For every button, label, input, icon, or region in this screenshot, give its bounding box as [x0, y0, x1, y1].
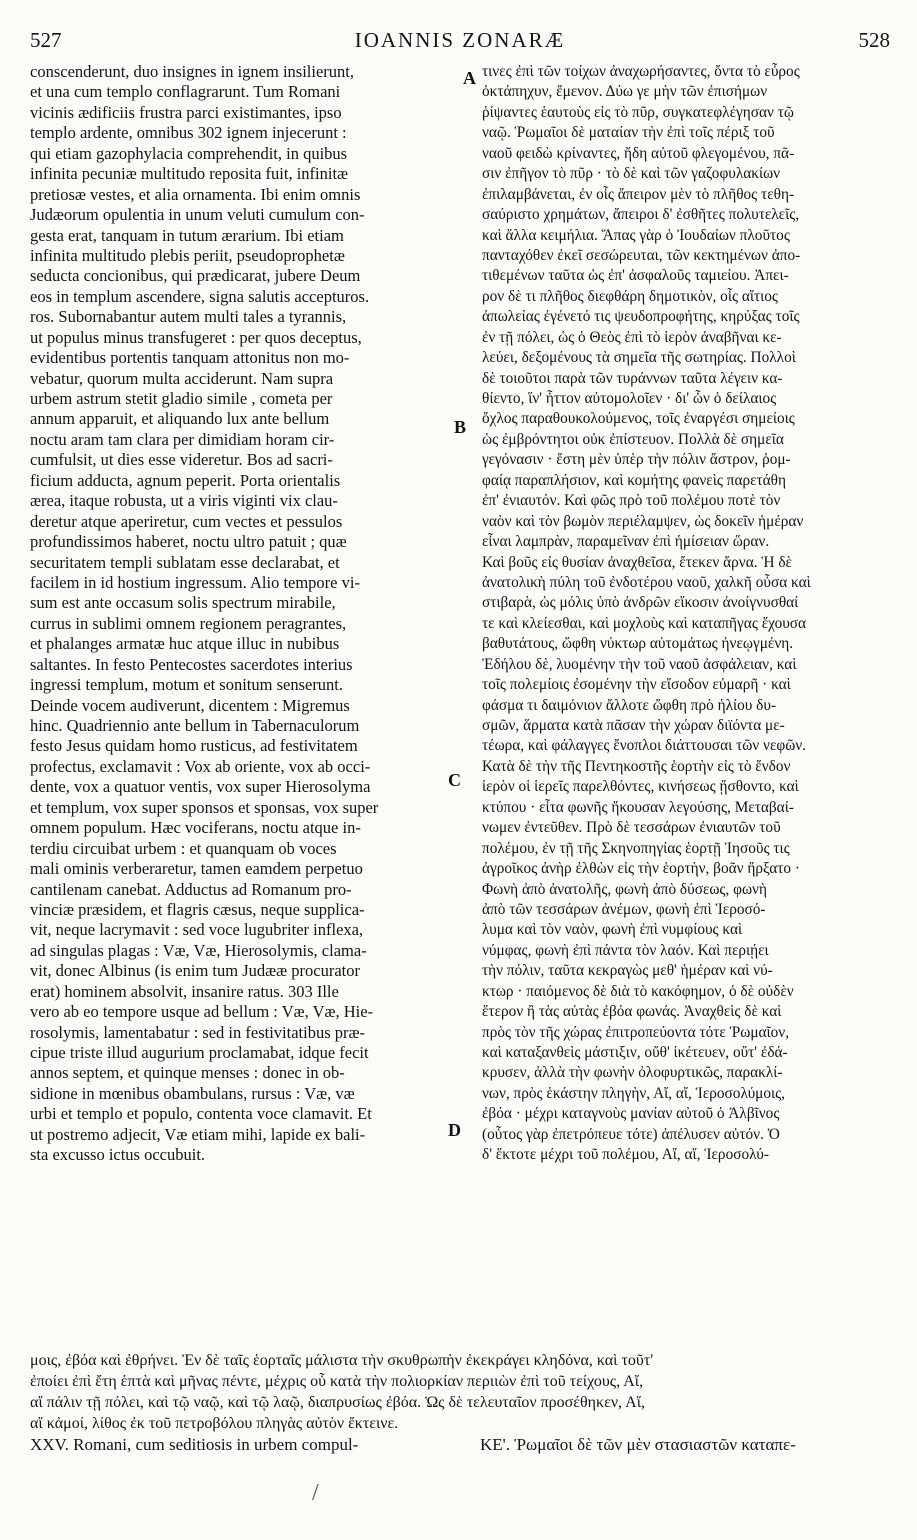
greek-text-line: τοῖς πολεμίοις ἐσομένην τὴν εἴσοδον εὐμαρῆ · καὶ [482, 676, 791, 694]
greek-text-line: ῥίψαντες ἑαυτοὺς εἰς τὸ πῦρ, συγκατεφλέγησαν τῷ [482, 103, 794, 121]
greek-text-line: νων, πρὸς ἑκάστην πληγὴν, Αἴ, αἴ, Ἱεροσολύμοις, [482, 1084, 786, 1102]
latin-text-line: infinita multitudo plebis periit, pseudoprophetæ [30, 245, 345, 265]
greek-text-line: ναῷ. Ῥωμαῖοι δὲ ματαίαν τὴν ἐπὶ τοῖς πέριξ τοῦ [482, 124, 775, 142]
footer-latin: XXV. Romani, cum seditiosis in urbem compul- [30, 1435, 359, 1454]
latin-text-line: vicinis ædificiis frustra parci existimantes, ipso [30, 102, 342, 122]
latin-text-line: hinc. Quadriennio ante bellum in Tabernaculorum [30, 716, 360, 735]
latin-text-line: mali ominis verberaretur, tamen eamdem perpetuo [30, 859, 363, 879]
latin-text-line: urbem astrum stetit gladio simile , cometa per [30, 389, 333, 408]
greek-text-line: στιβαρὰ, ὡς μόλις ὑπὸ ἀνδρῶν εἴκοσιν ἀνοίγνυσθαί [482, 594, 799, 612]
latin-text-line: qui etiam gazophylacia comprehendit, in quibus [30, 143, 348, 163]
latin-text-line: infinita pecuniæ multitudo reposita fuit, infinitæ [30, 164, 349, 184]
latin-text-line: gesta erat, tanquam in tutum ærarium. Ibi etiam [30, 225, 344, 245]
greek-text-line: ἐπ' ἐνιαυτόν. Καὶ φῶς πρὸ τοῦ πολέμου ποτὲ τὸν [482, 492, 781, 510]
latin-text-line: sta excusso ictus occubuit. [30, 1145, 206, 1165]
greek-text-line: ναὸν καὶ τὸν βωμὸν περιέλαμψεν, ὡς δοκεῖν ἡμέραν [482, 512, 804, 530]
greek-text-line: πολέμου, ἐν τῇ τῆς Σκηνοπηγίας ἑορτῇ Ἰησοῦς τις [482, 839, 790, 857]
latin-text-line: vit, neque lacrymavit : sed voce lugubriter inflexa, [30, 920, 364, 940]
latin-text-line: evidentibus portentis tanquam attonitus non mo- [30, 348, 350, 368]
latin-text-line: pretiosæ vestes, et alia ornamenta. Ibi enim omnis [30, 184, 361, 204]
full-width-text-line: αἴ πάλιν τῇ πόλει, καὶ τῷ ναῷ, καὶ τῷ λαῷ, διαπρυσίως ἐβόα. Ὡς δὲ τελευταῖον προσέθηκεν, Αἴ, [30, 1394, 646, 1411]
greek-text-line: τε καὶ κλείεσθαι, καὶ μοχλοὺς καὶ καταπῆγας ἔχουσα [482, 614, 807, 632]
latin-text-line: profundissimos haberet, noctu ultro patuit ; quæ [30, 532, 347, 552]
greek-text-line: πανταχόθεν ἐκεῖ σεσώρευται, τῶν κεκτημένων ἀπο- [482, 246, 801, 264]
greek-text-line: καὶ καταξανθεὶς μάστιξιν, οὔθ' ἱκέτευεν, οὔτ' ἐδά- [482, 1044, 788, 1061]
latin-text-line: ficium adducta, agnum peperit. Porta orientalis [30, 470, 341, 490]
latin-text-line: seducta concionibus, qui prædicarat, jubere Deum [30, 266, 361, 286]
greek-text-line: ρον δὲ τι πλῆθος διεφθάρη δημοτικὸν, οἷς αἴτιος [482, 287, 778, 305]
greek-text-line: Καὶ βοῦς εἰς θυσίαν ἀναχθεῖσα, ἔτεκεν ἄρνα. Ἡ δὲ [482, 553, 792, 571]
greek-text-line: Ἐδήλου δὲ, λυομένην τὴν τοῦ ναοῦ ἀσφάλειαν, καὶ [482, 655, 797, 673]
greek-text-line: λυμα καὶ τὸν ναὸν, φωνὴ ἐπὶ νυμφίους καὶ [482, 921, 743, 939]
greek-text-line: ἀπωλείας ἐγένετό τις ψευδοπροφήτης, κηρύξας τοῖς [482, 308, 800, 326]
greek-text-line: ἀγροῖκος ἀνὴρ ἐλθὼν εἰς τὴν ἑορτὴν, βοᾶν ἤρξατο · [482, 860, 800, 878]
greek-text-line: ναοῦ φειδὼ κρίναντες, ἤδη αὐτοῦ φλεγομένου, πᾶ- [482, 144, 795, 162]
latin-text-line: ut postremo adjecit, Væ etiam mihi, lapide ex bali- [30, 1124, 366, 1144]
stray-mark: / [312, 1480, 319, 1506]
greek-text-line: τέωρα, καὶ φάλαγγες ἔνοπλοι διάττουσαι τῶν νεφῶν. [482, 737, 807, 755]
greek-text-line: ὄχλος παραθουκολούμενος, τοῖς ἐναργέσι σημείοις [482, 410, 795, 428]
latin-text-line: erat) hominem absolvit, insanire ratus. 303 Ille [30, 981, 339, 1001]
latin-text-line: festo Jesus quidam homo rusticus, ad festivitatem [30, 736, 358, 756]
latin-text-line: cantilenam canebat. Adductus ad Romanum pro- [30, 879, 352, 899]
greek-text-line: ὡς ἐμβρόντητοι οὐκ ἐπίστευον. Πολλὰ δὲ σημεῖα [482, 430, 784, 448]
latin-text-line: securitatem templi sublatam esse declarabat, et [30, 552, 340, 572]
latin-text-line: cumfulsit, ut dies esse videretur. Bos ad sacri- [30, 450, 333, 470]
greek-text-line: ἐβόα · μέχρι καταγνοὺς μανίαν αὐτοῦ ὁ Ἀλβῖνος [482, 1105, 780, 1123]
full-width-text-line: αἴ κἀμοί, λίθος ἐκ τοῦ πετροβόλου πληγὰς αὐτὸν ἔκτεινε. [30, 1415, 399, 1432]
latin-text-line: et una cum templo conflagrarunt. Tum Romani [30, 82, 341, 102]
latin-text-line: facilem in id hostium ingressum. Alio tempore vi- [30, 572, 360, 592]
latin-text-line: conscenderunt, duo insignes in ignem insilierunt, [30, 62, 354, 81]
latin-text-line: ingressi templum, motum et sonitum senserunt. [30, 675, 344, 695]
latin-text-line: profectus, exclamavit : Vox ab oriente, vox ab occi- [30, 756, 371, 776]
latin-text-line: templo ardente, omnibus 302 ignem injecerunt : [30, 123, 347, 143]
greek-text-line: (οὗτος γὰρ ἐπετρόπευε τότε) ἀπέλυσεν αὐτόν. Ὁ [482, 1125, 780, 1143]
full-width-continuation [30, 1350, 892, 1434]
greek-text-line: τὴν πόλιν, ταῦτα κεκραγὼς μεθ' ἡμέραν καὶ νύ- [482, 962, 773, 980]
latin-text-line: ros. Subornabantur autem multi tales a tyrannis, [30, 307, 347, 327]
latin-text-line: vero ab eo tempore usque ad bellum : Væ, Væ, Hie- [30, 1002, 374, 1022]
page-number-right: 528 [858, 28, 890, 52]
greek-text-line: ὀκτάπηχυν, ἔμενον. Δύω γε μὴν τῶν ἐπισήμων [482, 83, 768, 101]
greek-text-line: ἐν τῇ πόλει, ὡς ὁ Θεὸς ἐπὶ τὸ ἱερὸν ἀναβῆναι κε- [482, 328, 782, 346]
latin-text-line: deretur atque aperiretur, cum vectes et pessulos [30, 511, 343, 531]
greek-text-line: εἶναι λαμπρὰν, παραμεῖναν ἐπὶ ἡμίσειαν ὥραν. [482, 533, 770, 551]
latin-text-line: cipue triste illud augurium proclamabat, idque fecit [30, 1043, 369, 1062]
margin-marker-d: D [448, 1120, 461, 1140]
greek-text-line: ἱερὸν οἱ ἱερεῖς παρελθόντες, κινήσεως ᾔσθοντο, καὶ [482, 778, 799, 796]
latin-text-line: et templum, vox super sponsos et sponsas, vox super [30, 797, 379, 817]
latin-text-line: ad singulas plagas : Væ, Væ, Hierosolymis, clama- [30, 940, 367, 960]
latin-text-line: terdiu circuibat urbem : et quanquam ob voces [30, 838, 337, 858]
greek-text-line: γεγόνασιν · ἔστη μὲν ὑπὲρ τὴν πόλιν ἄστρον, ῥομ- [482, 451, 791, 469]
latin-text-line: urbi et templo et populo, contenta voce clamavit. Et [30, 1104, 372, 1124]
footer-greek: ΚΕ'. Ῥωμαῖοι δὲ τῶν μὲν στασιαστῶν καταπε- [480, 1435, 796, 1454]
latin-text-line: Deinde vocem audiverunt, dicentem : Migremus [30, 695, 350, 715]
greek-text-line: τιθεμένων ταῦτα ὡς ἐπ' ἀσφαλοῦς ταμιείου. Ἀπει- [482, 267, 789, 285]
latin-text-line: Judæorum opulentia in unum veluti cumulum con- [30, 205, 365, 225]
greek-text-line: σμῶν, ἅρματα κατὰ πᾶσαν τὴν χώραν διϊόντα με- [482, 717, 785, 734]
margin-marker-c: C [448, 770, 461, 790]
greek-text-line: τινες ἐπὶ τῶν τοίχων ἀναχωρήσαντες, ὄντα τὸ εὖρος [482, 63, 800, 80]
greek-column [482, 62, 892, 1417]
latin-text-line: vebatur, quorum multa acciderunt. Nam supra [30, 368, 334, 388]
page-number-left: 527 [30, 28, 62, 52]
latin-text-line: eos in templum ascendere, signa salutis accepturos. [30, 286, 370, 306]
full-width-text-line: μοις, ἐβόα καὶ ἐθρήνει. Ἐν δὲ ταῖς ἑορταῖς μάλιστα τὴν σκυθρωπὴν ἐκεκράγει κληδόνα, καὶ τοῦτ' [30, 1352, 654, 1369]
latin-text-line: annos septem, et quinque menses : donec in ob- [30, 1063, 345, 1083]
greek-text-line: δ' ἔκτοτε μέχρι τοῦ πολέμου, Αἴ, αἴ, Ἱεροσολύ- [482, 1146, 769, 1164]
latin-text-line: vit, donec Albinus (is enim tum Judææ procurator [30, 961, 360, 981]
latin-text-line: rosolymis, lamentabatur : sed in festivitatibus præ- [30, 1022, 365, 1042]
running-title: IOANNIS ZONARÆ [354, 28, 566, 52]
greek-text-line: σιν ἐπῆγον τὸ πῦρ · τὸ δὲ καὶ τῶν γαζοφυλακίων [482, 165, 781, 183]
greek-text-line: βαθυτάτους, ὤφθη νύκτωρ αὐτομάτως ἠνεῳγμένη. [482, 635, 794, 653]
latin-text-line: sidione in mœnibus obambulans, rursus : Væ, væ [30, 1083, 355, 1103]
greek-text-line: φαίᾳ παραπλήσιον, καὶ κομήτης φανεὶς παρετάθη [482, 471, 787, 489]
page-header [30, 28, 890, 58]
latin-text-line: saltantes. In festo Pentecostes sacerdotes interius [30, 654, 353, 674]
latin-text-line: vinciæ præsidem, et flagris cæsus, neque supplica- [30, 899, 365, 919]
greek-text-line: Φωνὴ ἀπὸ ἀνατολῆς, φωνὴ ἀπὸ δύσεως, φωνὴ [482, 880, 767, 898]
latin-text-line: ærea, itaque robusta, ut a viris viginti vix clau- [30, 491, 338, 511]
latin-text-line: sum est ante occasum solis spectrum mirabile, [30, 593, 336, 613]
greek-text-line: πρὸς τὸν τῆς χώρας ἐπιτροπεύοντα τότε Ῥωμαῖον, [482, 1023, 790, 1041]
greek-text-line: κτύπου · εἶτα φωνῆς ἤκουσαν λεγούσης, Μεταβαί- [482, 798, 794, 816]
full-width-text-line: ἐποίει ἐπὶ ἔτη ἑπτὰ καὶ μῆνας πέντε, μέχρις οὗ κατὰ τὴν πολιορκίαν περιιὼν ἐπὶ τοῦ τείχους, Αἴ, [30, 1373, 644, 1390]
greek-text-line: θίεντο, ἵν' ἧττον αὐτομολοῖεν · δι' ὧν ὁ δείλαιος [482, 390, 777, 407]
greek-text-line: καὶ ἄλλα κειμήλια. Ἅπας γὰρ ὁ Ἰουδαίων πλοῦτος [482, 226, 790, 244]
latin-text-line: et phalanges armatæ huc atque illuc in nubibus [30, 634, 340, 654]
latin-column [30, 62, 460, 1417]
margin-marker-a: A [463, 68, 476, 88]
greek-text-line: ἀνατολικὴ πύλη τοῦ ἐνδοτέρου ναοῦ, χαλκῆ οὖσα καὶ [482, 573, 811, 591]
greek-text-line: κτωρ · παιόμενος δὲ διὰ τὸ κακόφημον, ὁ δὲ οὐδὲν [482, 982, 794, 1000]
greek-text-line: Κατὰ δὲ τὴν τῆς Πεντηκοστῆς ἑορτὴν εἰς τὸ ἔνδον [482, 757, 791, 775]
greek-text-line: δὲ τοιοῦτοι παρὰ τῶν τυράννων ταῦτα λέγειν κα- [482, 369, 783, 387]
latin-text-line: currus in sublimi omnem regionem peragrantes, [30, 613, 347, 633]
greek-text-line: σαύριστο χρημάτων, ἄπειροι δ' ἐσθῆτες πολυτελεῖς, [482, 206, 800, 224]
greek-text-line: λεύει, δεξομένους τὰ σημεῖα τῆς σωτηρίας. Πολλοὶ [482, 349, 796, 367]
latin-text-line: omnem populum. Hæc vociferans, noctu atque in- [30, 818, 361, 838]
latin-text-line: annum apparuit, et aliquando lux ante bellum [30, 409, 330, 429]
latin-text-line: ut populus minus transfugeret : per quos deceptus, [30, 327, 362, 347]
greek-text-line: κρυσεν, ἀλλὰ τὴν φωνὴν ὀλοφυρτικῶς, παρακλί- [482, 1064, 783, 1082]
greek-text-line: φάσμα τι δαιμόνιον ἄλλοτε ὤφθη πρὸ ἡλίου δυ- [482, 696, 777, 714]
margin-marker-b: B [454, 417, 467, 437]
greek-text-line: ἐπιλαμβάνεται, ἐν οἷς ἄπειρον μὲν τὸ πλῆθος τεθη- [482, 185, 795, 203]
greek-text-line: νύμφας, φωνὴ ἐπὶ πάντα τὸν λαόν. Καὶ περιῄει [482, 941, 769, 959]
latin-text-line: dente, vox a quatuor ventis, vox super Hierosolyma [30, 777, 371, 797]
greek-text-line: ἕτερον ἢ τὰς αὐτὰς ἐβόα φωνάς. Ἀναχθεὶς δὲ καὶ [482, 1003, 782, 1021]
greek-text-line: νωμεν ἐντεῦθεν. Πρὸ δὲ τεσσάρων ἐνιαυτῶν τοῦ [482, 819, 781, 837]
latin-text-line: noctu aram tam clara per dimidiam horam cir- [30, 429, 335, 449]
greek-text-line: ἀπὸ τῶν τεσσάρων ἀνέμων, φωνὴ ἐπὶ Ἱεροσό- [482, 900, 766, 918]
